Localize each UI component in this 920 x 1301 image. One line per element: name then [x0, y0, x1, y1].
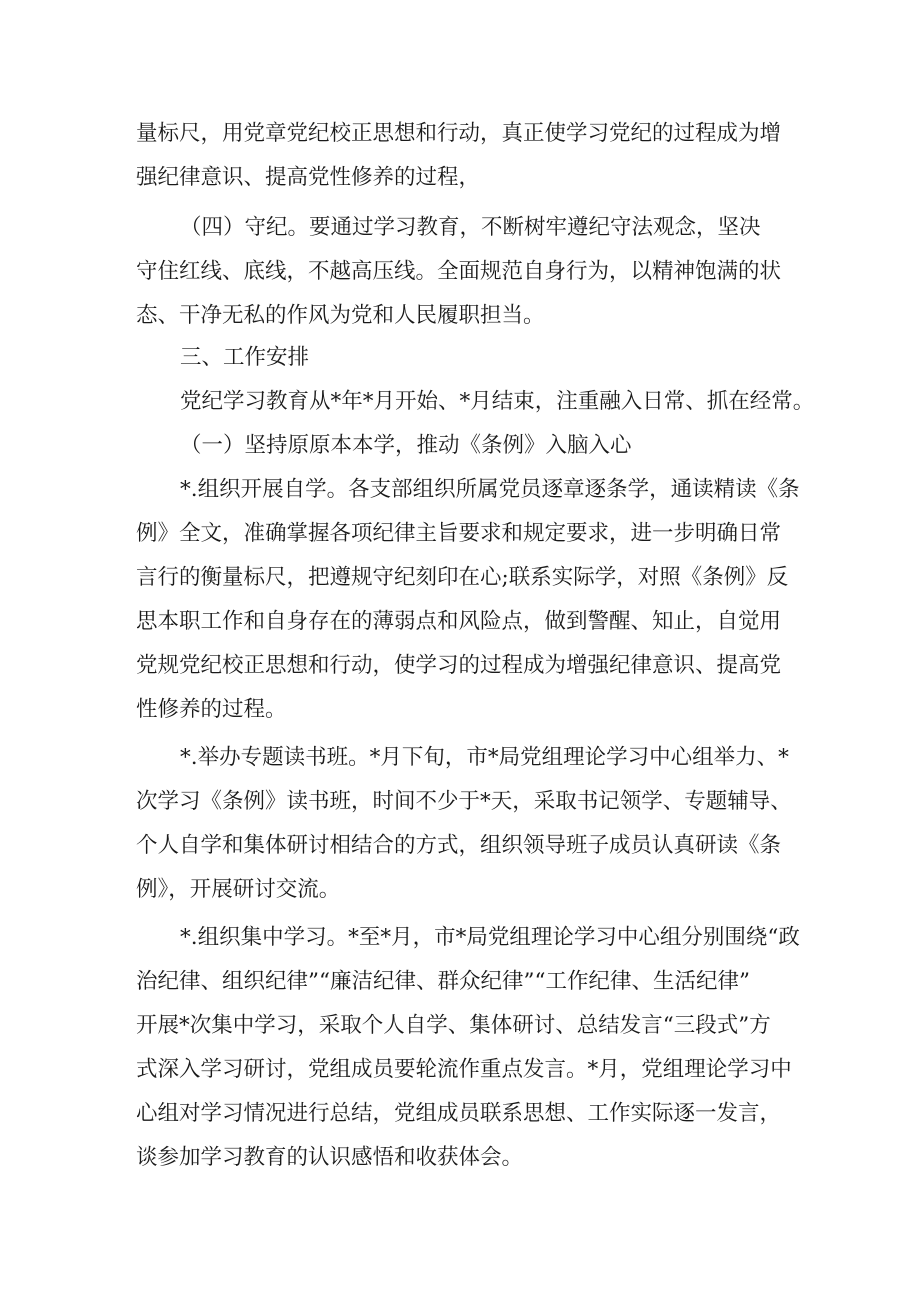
text-line-22: 式深入学习研讨，党组成员要轮流作重点发言。*月，党组理论学习中: [136, 1057, 792, 1082]
section-heading-3: 三、工作安排: [180, 345, 310, 370]
text-line-20: 治纪律、组织纪律”“廉洁纪律、群众纪律”“工作纪律、生活纪律”: [136, 969, 750, 994]
text-line-12: 思本职工作和自身存在的薄弱点和风险点，做到警醒、知止，自觉用: [136, 609, 782, 634]
text-line-24: 谈参加学习教育的认识感悟和收获体会。: [136, 1145, 524, 1170]
text-line-4: 守住红线、底线，不越高压线。全面规范自身行为，以精神饱满的状: [136, 259, 782, 284]
text-line-2: 强纪律意识、提高党性修养的过程，: [136, 165, 481, 190]
text-line-16: 次学习《条例》读书班，时间不少于*天，采取书记领学、专题辅导、: [136, 789, 792, 814]
text-line-21: 开展*次集中学习，采取个人自学、集体研讨、总结发言“三段式”方: [136, 1013, 771, 1038]
text-line-10: 例》全文，准确掌握各项纪律主旨要求和规定要求，进一步明确日常: [136, 521, 782, 546]
text-line-23: 心组对学习情况进行总结，党组成员联系思想、工作实际逐一发言，: [136, 1101, 782, 1126]
subsection-heading-1: （一）坚持原原本本学，推动《条例》入脑入心: [180, 433, 632, 458]
text-line-15: *.举办专题读书班。*月下旬，市*局党组理论学习中心组举力、*: [180, 745, 789, 770]
text-line-18: 例》，开展研讨交流。: [136, 877, 341, 902]
text-line-9: *.组织开展自学。各支部组织所属党员逐章逐条学，通读精读《条: [180, 477, 800, 502]
text-line-1: 量标尺，用党章党纪校正思想和行动，真正使学习党纪的过程成为增: [136, 121, 782, 146]
text-line-19: *.组织集中学习。*至*月，市*局党组理论学习中心组分别围绕“政: [180, 925, 800, 950]
text-line-17: 个人自学和集体研讨相结合的方式，组织领导班子成员认真研读《条: [136, 833, 782, 858]
text-line-5: 态、干净无私的作风为党和人民履职担当。: [136, 303, 545, 328]
text-line-11: 言行的衡量标尺，把遵规守纪刻印在心;联系实际学，对照《条例》反: [136, 565, 789, 590]
text-line-3: （四）守纪。要通过学习教育，不断树牢遵纪守法观念，坚决: [180, 215, 761, 240]
text-line-14: 性修养的过程。: [136, 697, 287, 722]
text-line-7: 党纪学习教育从*年*月开始、*月结束，注重融入日常、抓在经常。: [180, 389, 815, 414]
text-line-13: 党规党纪校正思想和行动，使学习的过程成为增强纪律意识、提高党: [136, 653, 782, 678]
